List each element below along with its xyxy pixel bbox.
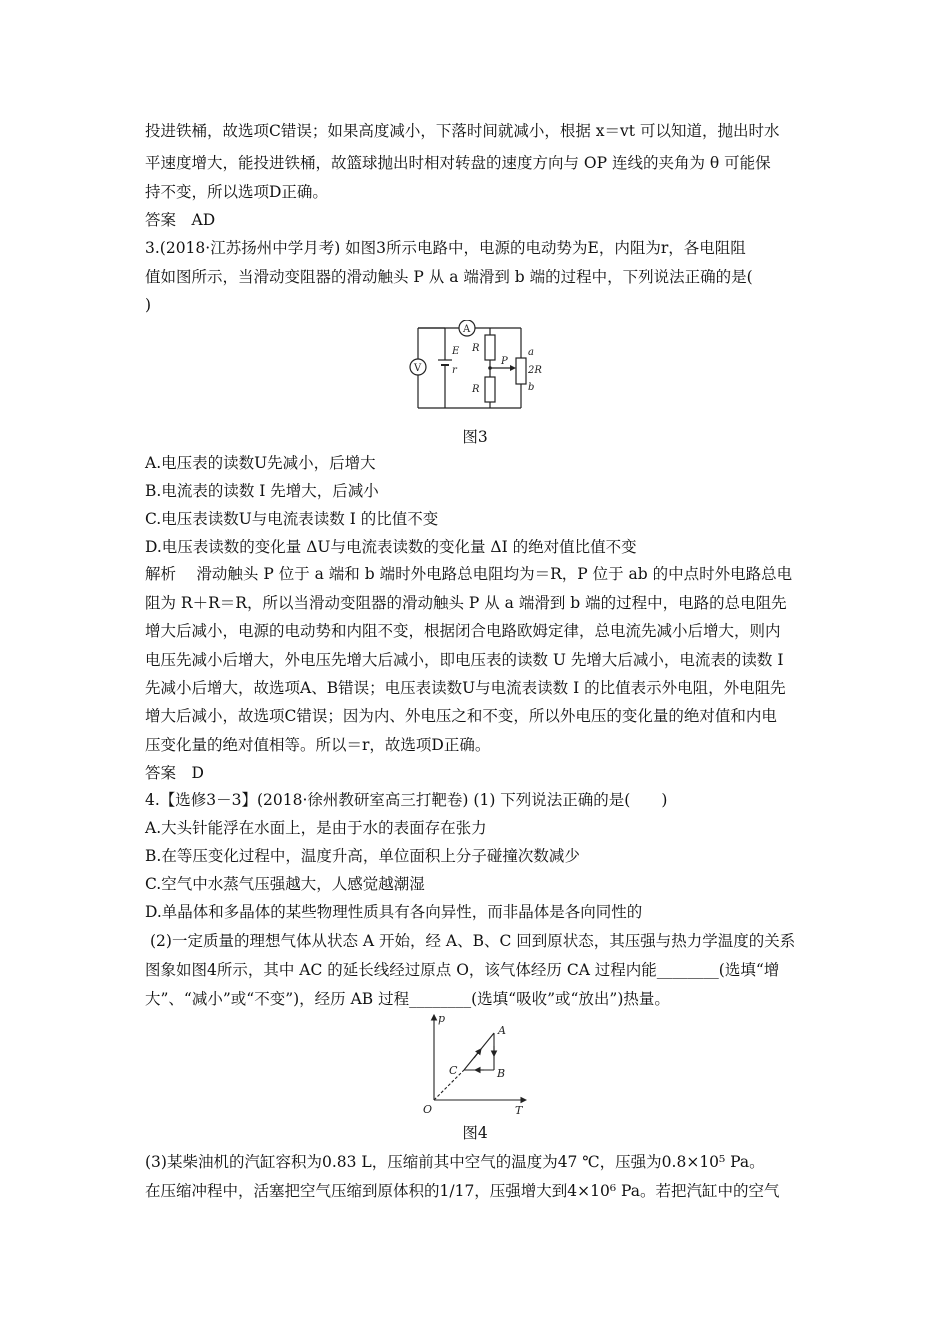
ammeter-label: A <box>463 324 471 335</box>
text-line: 持不变，所以选项D正确。 <box>145 183 328 201</box>
origin-label: O <box>423 1103 433 1116</box>
text-line: 图象如图4所示，其中 AC 的延长线经过原点 O，该气体经历 CA 过程内能________(选填“增 <box>145 961 780 979</box>
slider-p-label: P <box>501 356 508 367</box>
analysis-line: 电压先减小后增大，外电压先增大后减小，即电压表的读数 U 先增大后减小，电流表的读数 I <box>145 651 784 669</box>
option-c: C.电压表读数U与电流表读数 I 的比值不变 <box>145 510 439 528</box>
figure-4-caption: 图4 <box>462 1124 488 1142</box>
analysis-line: 增大后减小，故选项C错误；因为内、外电压之和不变，所以外电压的变化量的绝对值和内电 <box>145 707 777 725</box>
analysis-line: 先减小后增大，故选项A、B错误；电压表读数U与电流表读数 I 的比值表示外电阻，外电阻先 <box>145 679 786 697</box>
state-b-label: B <box>497 1067 506 1080</box>
state-a-label: A <box>498 1024 506 1037</box>
option-d: D.单晶体和多晶体的某些物理性质具有各向异性，而非晶体是各向同性的 <box>145 903 643 921</box>
pt-diagram-figure <box>418 1010 533 1120</box>
answer-line: 答案 D <box>145 764 204 782</box>
state-c-label: C <box>449 1064 458 1077</box>
option-a: A.电压表的读数U先减小，后增大 <box>145 454 376 472</box>
circuit-figure <box>395 320 555 415</box>
text-line: (2)一定质量的理想气体从状态 A 开始，经 A、B、C 回到原状态，其压强与热力学温度的关系 <box>150 932 796 950</box>
text-line: 平速度增大，能投进铁桶，故篮球抛出时相对转盘的速度方向与 OP 连线的夹角为 θ 可能保 <box>145 154 771 172</box>
text-line: 大”、“减小”或“不变”)，经历 AB 过程________(选填“吸收”或“放出”)热量。 <box>145 990 670 1008</box>
pressure-axis-label: p <box>438 1012 446 1025</box>
text-line: ) <box>145 296 152 314</box>
figure-3-caption: 图3 <box>462 428 488 446</box>
voltmeter-label: V <box>414 363 422 374</box>
option-b: B.电流表的读数 I 先增大，后减小 <box>145 482 379 500</box>
terminal-b-label: b <box>528 382 535 393</box>
resistor-top-label: R <box>472 343 480 354</box>
resistor-bottom-label: R <box>472 384 480 395</box>
rheostat-label: 2R <box>528 365 542 376</box>
terminal-a-label: a <box>528 347 534 358</box>
emf-label: E <box>452 346 460 357</box>
internal-resistance-label: r <box>452 365 457 376</box>
temperature-axis-label: T <box>515 1104 523 1117</box>
question-4-title: 4.【选修3－3】(2018·徐州教研室高三打靶卷) (1) 下列说法正确的是( ) <box>145 791 668 809</box>
option-b: B.在等压变化过程中，温度升高，单位面积上分子碰撞次数减少 <box>145 847 580 865</box>
text-line: (3)某柴油机的汽缸容积为0.83 L，压缩前其中空气的温度为47 ℃，压强为0.8×10⁵ Pa。 <box>145 1153 765 1171</box>
text-line: 在压缩冲程中，活塞把空气压缩到原体积的1/17，压强增大到4×10⁶ Pa。若把汽缸中的空气 <box>145 1182 780 1200</box>
text-line: 投进铁桶，故选项C错误；如果高度减小，下落时间就减小，根据 x＝vt 可以知道，抛出时水 <box>145 122 780 140</box>
option-c: C.空气中水蒸气压强越大，人感觉越潮湿 <box>145 875 425 893</box>
analysis-line: 阻为 R＋R＝R，所以当滑动变阻器的滑动触头 P 从 a 端滑到 b 端的过程中，电路的总电阻先 <box>145 594 787 612</box>
analysis-line: 解析 滑动触头 P 位于 a 端和 b 端时外电路总电阻均为＝R，P 位于 ab 的中点时外电路总电 <box>145 565 793 583</box>
question-3-title: 3.(2018·江苏扬州中学月考) 如图3所示电路中，电源的电动势为E，内阻为r，各电阻阻 <box>145 239 746 257</box>
text-line: 值如图所示，当滑动变阻器的滑动触头 P 从 a 端滑到 b 端的过程中，下列说法正确的是( <box>145 268 753 286</box>
option-a: A.大头针能浮在水面上，是由于水的表面存在张力 <box>145 819 487 837</box>
analysis-line: 增大后减小，电源的电动势和内阻不变，根据闭合电路欧姆定律，总电流先减小后增大，则内 <box>145 622 781 640</box>
option-d: D.电压表读数的变化量 ΔU与电流表读数的变化量 ΔI 的绝对值比值不变 <box>145 538 637 556</box>
analysis-line: 压变化量的绝对值相等。所以＝r，故选项D正确。 <box>145 736 491 754</box>
answer-line: 答案 AD <box>145 211 216 229</box>
